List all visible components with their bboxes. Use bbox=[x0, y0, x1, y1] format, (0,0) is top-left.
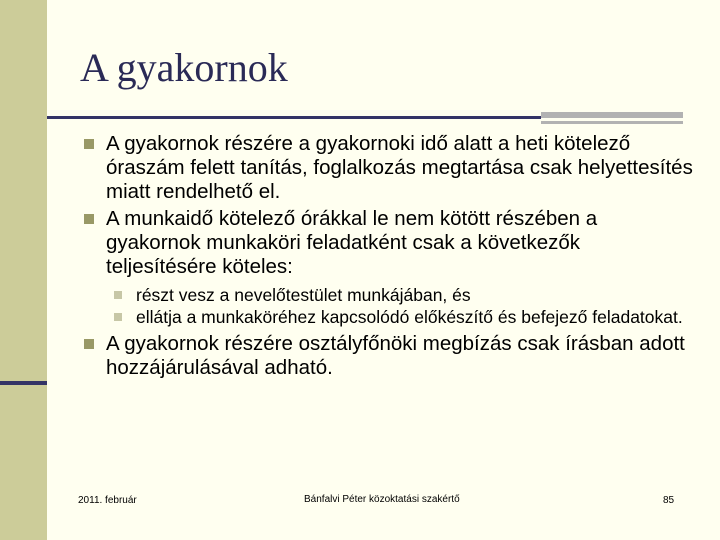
square-bullet-icon bbox=[114, 313, 122, 321]
bullet-text: A munkaidő kötelező órákkal le nem kötött részében a gyakornok munkaköri feladatként csak a következők teljesítésére köteles: bbox=[106, 207, 598, 278]
sidebar-accent-line bbox=[0, 381, 47, 385]
footer-date: 2011. február bbox=[78, 495, 137, 506]
slide-content bbox=[84, 132, 694, 383]
footer-author: Bánfalvi Péter közoktatási szakértő bbox=[304, 494, 460, 505]
bullet-item bbox=[84, 132, 694, 204]
bullet-text: A gyakornok részére a gyakornoki idő alatt a heti kötelező óraszám felett tanítás, foglalkozás megtartása csak helyettesítés miatt rendelhető el. bbox=[106, 132, 693, 203]
square-bullet-icon bbox=[114, 291, 122, 299]
sub-bullet-item bbox=[114, 285, 694, 307]
sub-bullet-list bbox=[114, 285, 694, 328]
bullet-item bbox=[84, 207, 694, 279]
title-underline bbox=[47, 116, 541, 119]
bullet-item bbox=[84, 332, 694, 380]
sub-bullet-text: részt vesz a nevelőtestület munkájában, és bbox=[136, 285, 471, 305]
square-bullet-icon bbox=[84, 214, 94, 224]
title-accent-bar bbox=[541, 112, 683, 118]
title-accent-bar-thin bbox=[541, 121, 683, 124]
bullet-text: A gyakornok részére osztályfőnöki megbízás csak írásban adott hozzájárulásával adható. bbox=[106, 332, 685, 379]
slide-title: A gyakornok bbox=[80, 45, 288, 90]
sidebar-band bbox=[0, 0, 47, 540]
slide-number: 85 bbox=[663, 495, 675, 506]
sub-bullet-item bbox=[114, 307, 694, 329]
square-bullet-icon bbox=[84, 139, 94, 149]
sub-bullet-text: ellátja a munkaköréhez kapcsolódó előkészítő és befejező feladatokat. bbox=[136, 306, 683, 327]
square-bullet-icon bbox=[84, 339, 94, 349]
